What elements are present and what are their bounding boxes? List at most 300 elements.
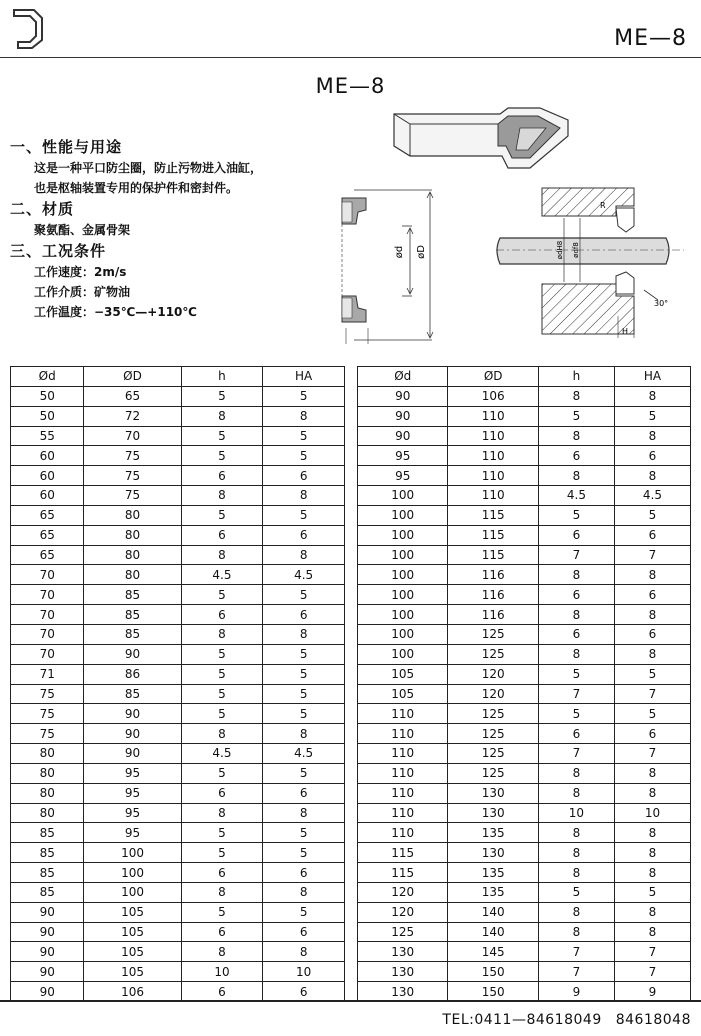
table-cell: 8 <box>614 605 690 625</box>
table-cell: 8 <box>263 624 345 644</box>
size-table-left <box>10 366 345 1002</box>
table-cell: 115 <box>448 505 538 525</box>
table-cell: 90 <box>11 942 84 962</box>
table-cell: 8 <box>614 902 690 922</box>
table-cell: 6 <box>181 525 263 545</box>
table-cell: 110 <box>448 466 538 486</box>
table-cell: 130 <box>358 942 448 962</box>
table-cell: 110 <box>448 426 538 446</box>
table-cell: 65 <box>11 505 84 525</box>
table-cell: 9 <box>538 982 614 1002</box>
table-cell: 125 <box>448 704 538 724</box>
table-cell: 5 <box>614 704 690 724</box>
table-row <box>358 545 691 565</box>
section-heading-usage: 一、性能与用途 <box>10 138 123 156</box>
table-cell: 95 <box>84 823 181 843</box>
table-cell: 80 <box>84 505 181 525</box>
table-cell: 6 <box>538 525 614 545</box>
table-cell: 130 <box>448 803 538 823</box>
table-row <box>358 426 691 446</box>
table-cell: 5 <box>181 843 263 863</box>
table-cell: 6 <box>614 525 690 545</box>
table-cell: 8 <box>614 386 690 406</box>
table-cell: 8 <box>614 426 690 446</box>
table-row <box>11 902 345 922</box>
table-row <box>358 406 691 426</box>
table-cell: 130 <box>358 962 448 982</box>
table-cell: 75 <box>11 704 84 724</box>
table-cell: 90 <box>358 406 448 426</box>
table-cell: 8 <box>538 605 614 625</box>
table-cell: 5 <box>181 823 263 843</box>
table-cell: 95 <box>358 466 448 486</box>
table-cell: 100 <box>84 863 181 883</box>
table-cell: 6 <box>263 525 345 545</box>
table-cell: 70 <box>84 426 181 446</box>
table-row <box>358 466 691 486</box>
table-cell: 5 <box>181 644 263 664</box>
table-row <box>11 525 345 545</box>
table-row <box>358 624 691 644</box>
table-cell: 60 <box>11 466 84 486</box>
table-cell: 8 <box>181 406 263 426</box>
table-cell: 5 <box>263 585 345 605</box>
table-cell: 95 <box>84 783 181 803</box>
table-row <box>11 724 345 744</box>
table-cell: 100 <box>84 843 181 863</box>
table-row <box>11 466 345 486</box>
table-cell: 75 <box>84 446 181 466</box>
table-cell: 110 <box>448 486 538 506</box>
table-cell: 10 <box>181 962 263 982</box>
table-cell: 5 <box>538 664 614 684</box>
table-cell: 8 <box>538 843 614 863</box>
table-cell: 110 <box>358 823 448 843</box>
table-cell: 8 <box>538 863 614 883</box>
table-cell: 50 <box>11 406 84 426</box>
table-row <box>358 763 691 783</box>
footer-tel-secondary: 84618048 <box>615 1012 691 1028</box>
table-row <box>11 882 345 902</box>
table-cell: 8 <box>614 823 690 843</box>
table-row <box>11 426 345 446</box>
header-part-code: ME—8 <box>614 26 687 51</box>
column-header: h <box>538 367 614 387</box>
table-cell: 70 <box>11 565 84 585</box>
table-cell: 5 <box>263 763 345 783</box>
table-cell: 7 <box>538 684 614 704</box>
table-header-row <box>358 367 691 387</box>
table-cell: 5 <box>538 505 614 525</box>
table-cell: 95 <box>84 803 181 823</box>
table-cell: 100 <box>358 565 448 585</box>
table-cell: 8 <box>538 902 614 922</box>
table-cell: 8 <box>538 565 614 585</box>
table-cell: 105 <box>358 684 448 704</box>
table-cell: 6 <box>263 863 345 883</box>
table-row <box>358 744 691 764</box>
table-row <box>358 525 691 545</box>
table-cell: 125 <box>448 724 538 744</box>
table-cell: 95 <box>84 763 181 783</box>
table-row <box>11 486 345 506</box>
table-cell: 5 <box>181 446 263 466</box>
table-cell: 106 <box>448 386 538 406</box>
table-row <box>11 644 345 664</box>
table-cell: 105 <box>84 962 181 982</box>
table-cell: 8 <box>614 922 690 942</box>
table-cell: 6 <box>263 922 345 942</box>
table-cell: 140 <box>448 902 538 922</box>
table-cell: 100 <box>358 525 448 545</box>
table-cell: 70 <box>11 605 84 625</box>
table-cell: 5 <box>181 505 263 525</box>
table-cell: 7 <box>614 684 690 704</box>
table-cell: 5 <box>263 684 345 704</box>
table-cell: 5 <box>181 585 263 605</box>
table-cell: 80 <box>11 803 84 823</box>
table-cell: 85 <box>84 585 181 605</box>
table-cell: 80 <box>84 565 181 585</box>
table-cell: 4.5 <box>181 744 263 764</box>
table-row <box>358 724 691 744</box>
table-row <box>358 644 691 664</box>
table-cell: 100 <box>358 644 448 664</box>
condition-medium: 工作介质：矿物油 <box>34 285 131 299</box>
condition-speed: 工作速度：2m/s <box>34 265 127 279</box>
table-row <box>358 863 691 883</box>
table-cell: 71 <box>11 664 84 684</box>
table-cell: 100 <box>84 882 181 902</box>
table-cell: 8 <box>263 406 345 426</box>
table-row <box>358 585 691 605</box>
table-cell: 5 <box>181 684 263 704</box>
table-cell: 4.5 <box>181 565 263 585</box>
table-cell: 150 <box>448 982 538 1002</box>
table-cell: 5 <box>263 843 345 863</box>
table-cell: 8 <box>614 843 690 863</box>
size-table-right <box>357 366 691 1002</box>
table-row <box>11 942 345 962</box>
label-df8: ødf8 <box>572 242 580 258</box>
table-cell: 6 <box>614 724 690 744</box>
table-cell: 5 <box>263 823 345 843</box>
table-cell: 75 <box>11 684 84 704</box>
table-cell: 60 <box>11 486 84 506</box>
table-cell: 110 <box>358 803 448 823</box>
table-cell: 8 <box>614 644 690 664</box>
table-row <box>11 763 345 783</box>
table-row <box>358 386 691 406</box>
table-cell: 8 <box>614 783 690 803</box>
table-cell: 6 <box>181 863 263 883</box>
table-cell: 110 <box>358 783 448 803</box>
table-cell: 5 <box>263 446 345 466</box>
table-cell: 100 <box>358 486 448 506</box>
table-row <box>11 704 345 724</box>
table-row <box>11 505 345 525</box>
dim-label-d: ød <box>394 245 405 259</box>
column-header: Ød <box>358 367 448 387</box>
table-cell: 85 <box>11 863 84 883</box>
condition-temperature: 工作温度：−35℃—+110℃ <box>34 305 197 319</box>
table-cell: 5 <box>263 664 345 684</box>
table-cell: 6 <box>181 922 263 942</box>
table-cell: 7 <box>614 744 690 764</box>
table-row <box>11 406 345 426</box>
table-cell: 95 <box>358 446 448 466</box>
table-cell: 8 <box>263 882 345 902</box>
table-cell: 5 <box>181 426 263 446</box>
table-cell: 140 <box>448 922 538 942</box>
table-row <box>358 823 691 843</box>
table-cell: 6 <box>181 466 263 486</box>
table-row <box>11 962 345 982</box>
table-cell: 8 <box>538 426 614 446</box>
table-cell: 120 <box>448 664 538 684</box>
table-row <box>11 386 345 406</box>
table-cell: 7 <box>538 545 614 565</box>
table-row <box>11 545 345 565</box>
table-cell: 90 <box>11 922 84 942</box>
table-cell: 6 <box>538 446 614 466</box>
table-cell: 110 <box>448 406 538 426</box>
installation-diagram <box>494 186 690 342</box>
table-row <box>11 565 345 585</box>
table-cell: 8 <box>181 624 263 644</box>
table-cell: 116 <box>448 565 538 585</box>
table-cell: 4.5 <box>263 565 345 585</box>
table-cell: 50 <box>11 386 84 406</box>
table-cell: 5 <box>614 406 690 426</box>
table-cell: 5 <box>263 644 345 664</box>
table-cell: 115 <box>448 545 538 565</box>
table-cell: 75 <box>84 466 181 486</box>
table-cell: 85 <box>11 843 84 863</box>
label-angle: 30° <box>654 299 669 308</box>
table-cell: 110 <box>448 446 538 466</box>
table-cell: 110 <box>358 744 448 764</box>
table-cell: 125 <box>448 624 538 644</box>
table-cell: 120 <box>448 684 538 704</box>
table-cell: 5 <box>181 664 263 684</box>
table-cell: 8 <box>538 386 614 406</box>
column-header: h <box>181 367 263 387</box>
table-cell: 6 <box>614 585 690 605</box>
footer-divider <box>0 1000 701 1002</box>
section-heading-material: 二、材质 <box>10 200 75 218</box>
table-cell: 90 <box>84 744 181 764</box>
table-cell: 5 <box>538 406 614 426</box>
table-cell: 90 <box>11 962 84 982</box>
table-cell: 8 <box>538 644 614 664</box>
table-cell: 75 <box>84 486 181 506</box>
table-cell: 6 <box>614 446 690 466</box>
table-row <box>11 922 345 942</box>
dim-label-D: øD <box>416 245 427 259</box>
table-cell: 105 <box>84 922 181 942</box>
table-row <box>11 684 345 704</box>
footer-contact <box>442 1012 691 1028</box>
table-cell: 8 <box>614 863 690 883</box>
table-cell: 130 <box>448 783 538 803</box>
table-cell: 130 <box>448 843 538 863</box>
table-cell: 8 <box>181 724 263 744</box>
table-row <box>358 922 691 942</box>
table-cell: 105 <box>84 902 181 922</box>
table-row <box>11 783 345 803</box>
table-cell: 100 <box>358 505 448 525</box>
table-row <box>11 446 345 466</box>
table-cell: 7 <box>538 942 614 962</box>
table-cell: 85 <box>11 882 84 902</box>
table-cell: 6 <box>538 585 614 605</box>
table-cell: 8 <box>181 942 263 962</box>
table-cell: 4.5 <box>614 486 690 506</box>
table-cell: 8 <box>263 803 345 823</box>
table-cell: 105 <box>84 942 181 962</box>
table-cell: 135 <box>448 863 538 883</box>
table-cell: 7 <box>614 962 690 982</box>
table-cell: 100 <box>358 545 448 565</box>
table-cell: 8 <box>263 486 345 506</box>
label-H: H <box>622 327 629 336</box>
table-cell: 100 <box>358 605 448 625</box>
table-cell: 90 <box>84 724 181 744</box>
table-cell: 6 <box>181 982 263 1002</box>
table-cell: 5 <box>181 386 263 406</box>
table-cell: 70 <box>11 585 84 605</box>
seal-cross-section-diagram <box>322 188 442 348</box>
table-row <box>11 605 345 625</box>
brand-logo-icon <box>10 6 46 52</box>
table-cell: 105 <box>358 664 448 684</box>
table-cell: 10 <box>614 803 690 823</box>
table-cell: 75 <box>11 724 84 744</box>
table-cell: 9 <box>614 982 690 1002</box>
table-cell: 5 <box>263 704 345 724</box>
table-cell: 115 <box>358 843 448 863</box>
table-cell: 55 <box>11 426 84 446</box>
table-cell: 6 <box>181 783 263 803</box>
table-cell: 4.5 <box>538 486 614 506</box>
table-cell: 125 <box>448 644 538 664</box>
table-cell: 7 <box>614 942 690 962</box>
table-cell: 110 <box>358 763 448 783</box>
table-cell: 120 <box>358 882 448 902</box>
table-cell: 4.5 <box>263 744 345 764</box>
table-cell: 120 <box>358 902 448 922</box>
table-cell: 5 <box>614 505 690 525</box>
table-cell: 110 <box>358 724 448 744</box>
table-row <box>358 605 691 625</box>
table-cell: 8 <box>538 922 614 942</box>
table-cell: 7 <box>538 744 614 764</box>
usage-line: 这是一种平口防尘圈，防止污物进入油缸， <box>34 161 263 175</box>
table-row <box>358 505 691 525</box>
table-cell: 90 <box>11 902 84 922</box>
table-cell: 130 <box>358 982 448 1002</box>
section-heading-conditions: 三、工况条件 <box>10 242 107 260</box>
table-cell: 85 <box>11 823 84 843</box>
table-cell: 5 <box>181 704 263 724</box>
table-cell: 8 <box>181 486 263 506</box>
table-row <box>358 664 691 684</box>
table-cell: 8 <box>263 724 345 744</box>
table-row <box>358 684 691 704</box>
table-cell: 90 <box>11 982 84 1002</box>
table-cell: 65 <box>11 525 84 545</box>
table-cell: 70 <box>11 644 84 664</box>
table-cell: 70 <box>11 624 84 644</box>
column-header: ØD <box>84 367 181 387</box>
table-cell: 80 <box>84 545 181 565</box>
table-cell: 5 <box>263 902 345 922</box>
table-cell: 8 <box>181 803 263 823</box>
table-cell: 7 <box>538 962 614 982</box>
table-cell: 6 <box>614 624 690 644</box>
table-cell: 10 <box>263 962 345 982</box>
description-block <box>10 136 330 322</box>
table-cell: 85 <box>84 684 181 704</box>
table-cell: 8 <box>614 466 690 486</box>
table-cell: 8 <box>538 763 614 783</box>
column-header: HA <box>263 367 345 387</box>
table-cell: 5 <box>263 426 345 446</box>
table-cell: 5 <box>614 664 690 684</box>
material-line: 聚氨酯、金属骨架 <box>34 223 131 237</box>
table-cell: 116 <box>448 605 538 625</box>
table-cell: 6 <box>263 605 345 625</box>
table-cell: 80 <box>11 783 84 803</box>
table-header-row <box>11 367 345 387</box>
table-row <box>358 962 691 982</box>
table-cell: 125 <box>448 763 538 783</box>
table-row <box>358 882 691 902</box>
table-cell: 8 <box>614 763 690 783</box>
table-row <box>11 863 345 883</box>
table-row <box>11 823 345 843</box>
table-cell: 5 <box>263 386 345 406</box>
table-cell: 90 <box>358 426 448 446</box>
table-row <box>358 843 691 863</box>
table-cell: 115 <box>448 525 538 545</box>
table-row <box>11 803 345 823</box>
column-header: ØD <box>448 367 538 387</box>
table-cell: 8 <box>538 783 614 803</box>
table-cell: 65 <box>84 386 181 406</box>
table-row <box>358 803 691 823</box>
table-cell: 85 <box>84 605 181 625</box>
table-cell: 72 <box>84 406 181 426</box>
table-cell: 80 <box>11 763 84 783</box>
table-cell: 60 <box>11 446 84 466</box>
table-cell: 135 <box>448 882 538 902</box>
table-cell: 90 <box>358 386 448 406</box>
page-title: ME—8 <box>315 74 386 98</box>
table-cell: 8 <box>263 545 345 565</box>
table-cell: 10 <box>538 803 614 823</box>
table-cell: 100 <box>358 585 448 605</box>
seal-profile-illustration <box>390 106 570 184</box>
table-cell: 106 <box>84 982 181 1002</box>
table-row <box>358 902 691 922</box>
table-cell: 125 <box>448 744 538 764</box>
table-cell: 5 <box>538 882 614 902</box>
table-cell: 8 <box>181 545 263 565</box>
table-cell: 5 <box>181 902 263 922</box>
table-cell: 5 <box>538 704 614 724</box>
